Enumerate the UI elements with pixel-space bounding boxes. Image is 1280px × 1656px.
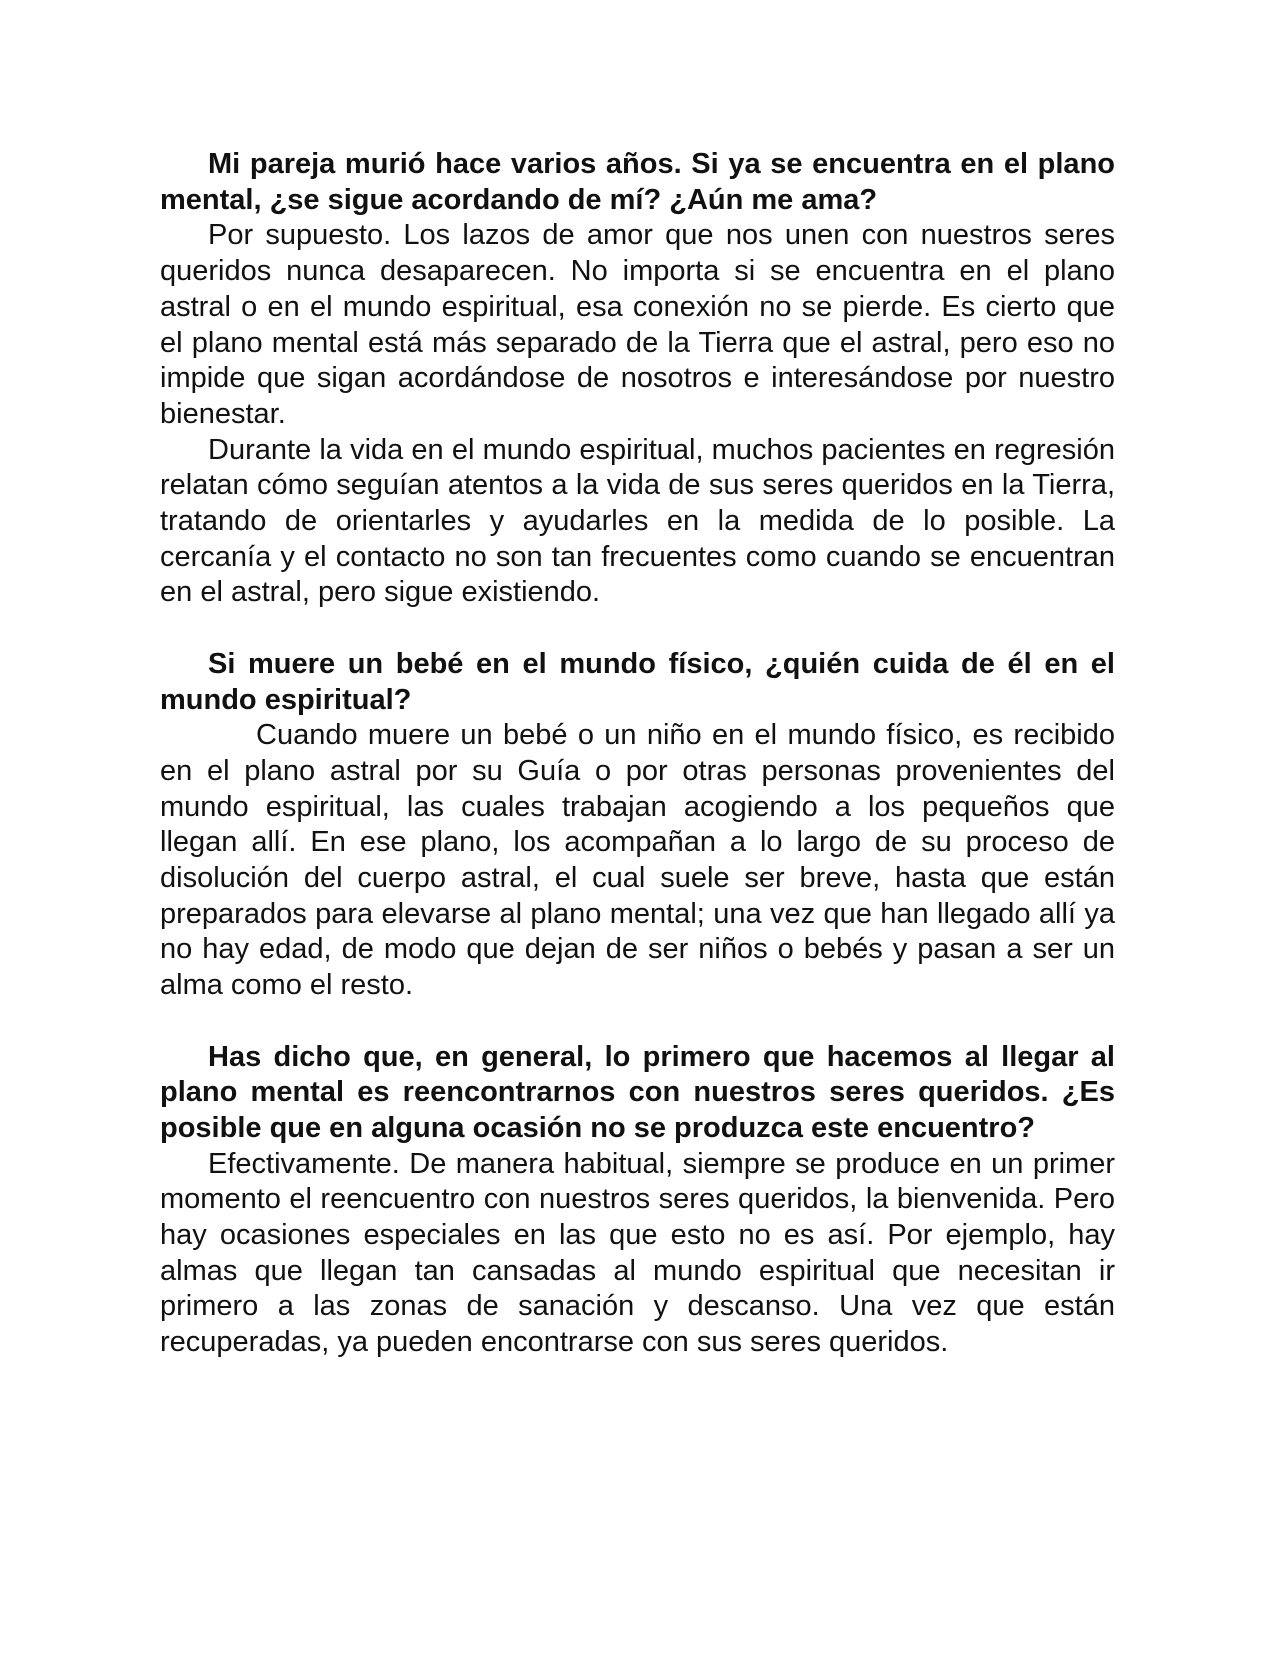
- qa-section-partner: [160, 147, 1115, 611]
- answer-paragraph: Efectivamente. De manera habitual, siempre se produce en un primer momento el reencuentro con nuestros seres queridos, la bienvenida. Pero hay ocasiones especiales en las que esto no es así. Por ejemplo, hay almas que llegan tan cansadas al mundo espiritual que necesitan ir primero a las zonas de sanación y descanso. Una vez que están recuperadas, ya pueden encontrarse con sus seres queridos.: [160, 1147, 1115, 1359]
- question-heading: Mi pareja murió hace varios años. Si ya se encuentra en el plano mental, ¿se sigue acordando de mí? ¿Aún me ama?: [160, 148, 1115, 216]
- answer-paragraph: Por supuesto. Los lazos de amor que nos unen con nuestros seres queridos nunca desaparecen. No importa si se encuentra en el plano astral o en el mundo espiritual, esa conexión no se pierde. Es cierto que el plano mental está más separado de la Tierra que el astral, pero eso no impide que sigan acordándose de nosotros e interesándose por nuestro bienestar.: [160, 219, 1115, 430]
- answer-paragraph: Durante la vida en el mundo espiritual, muchos pacientes en regresión relatan cómo seguían atentos a la vida de sus seres queridos en la Tierra, tratando de orientarles y ayudarles en la medida de lo posible. La cercanía y el contacto no son tan frecuentes como cuando se encuentran en el astral, pero sigue existiendo.: [160, 433, 1115, 609]
- question-heading: Has dicho que, en general, lo primero que hacemos al llegar al plano mental es reencontrarnos con nuestros seres queridos. ¿Es posible que en alguna ocasión no se produzca este encuentro?: [160, 1040, 1115, 1144]
- answer-paragraph: Cuando muere un bebé o un niño en el mundo físico, es recibido en el plano astral por su Guía o por otras personas provenientes del mundo espiritual, las cuales trabajan acogiendo a los pequeños que llegan allí. En ese plano, los acompañan a lo largo de su proceso de disolución del cuerpo astral, el cual suele ser breve, hasta que están preparados para elevarse al plano mental; una vez que han llegado allí ya no hay edad, de modo que dejan de ser niños o bebés y pasan a ser un alma como el resto.: [160, 719, 1115, 1002]
- qa-section-baby: [160, 647, 1115, 1004]
- question-heading: Si muere un bebé en el mundo físico, ¿quién cuida de él en el mundo espiritual?: [160, 647, 1115, 716]
- qa-section-reunion: [160, 1040, 1115, 1361]
- document-page: [160, 147, 1115, 1397]
